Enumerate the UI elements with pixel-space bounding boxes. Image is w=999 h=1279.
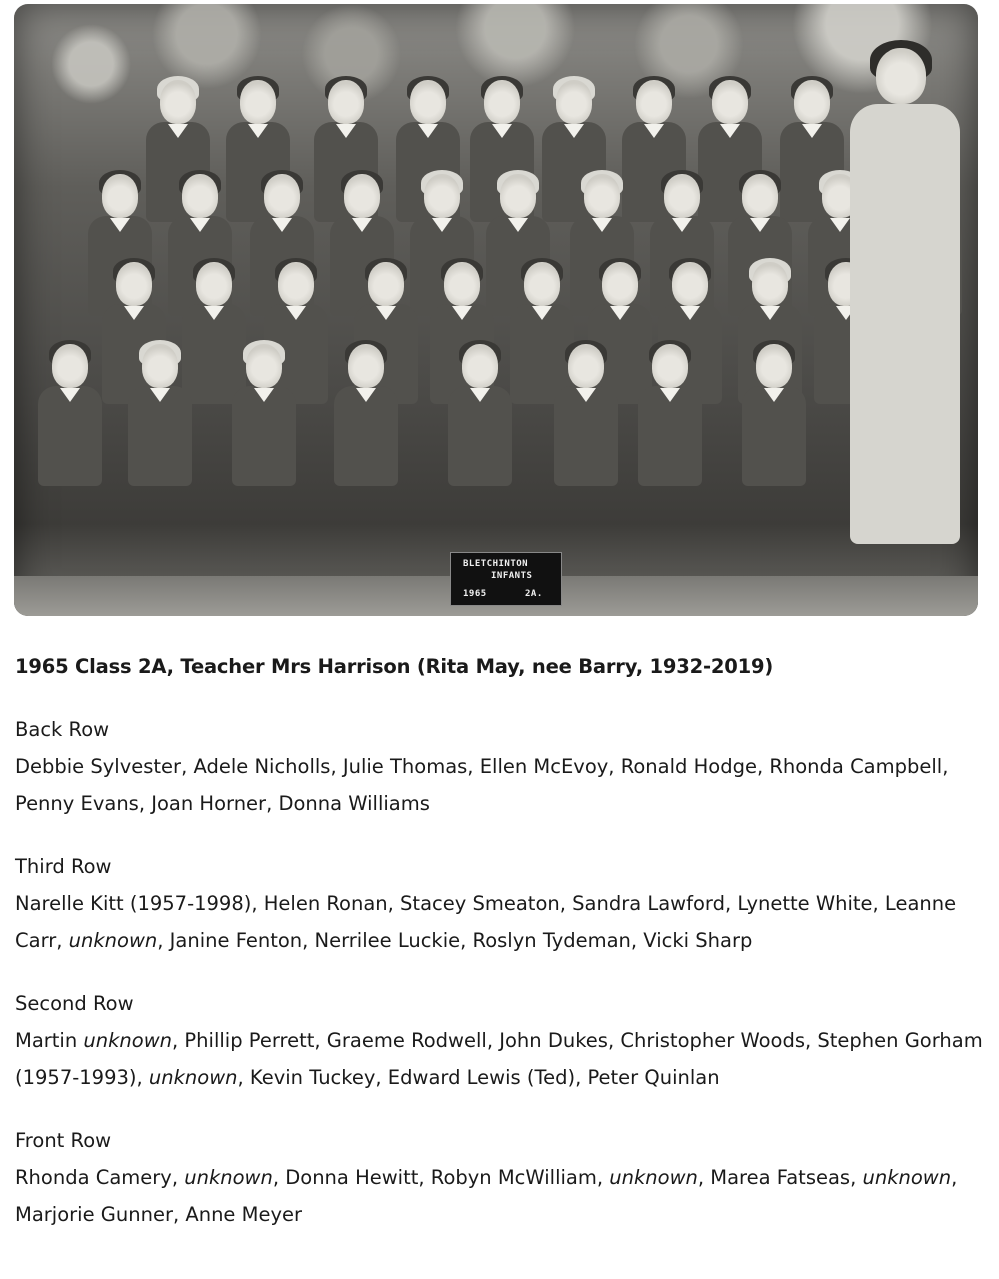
caption-row-block [15,1122,985,1233]
sign-infants: INFANTS [491,571,533,581]
names-text: , Phillip Perrett, Graeme Rodwell, John Dukes, Christopher Woods, Stephen Gorham (1957-1993), [15,1029,983,1089]
names-text: Martin [15,1029,84,1052]
unknown-name: unknown [83,1029,173,1052]
names-text: , Marea Fatseas, [697,1166,863,1189]
names-text: Debbie Sylvester, Adele Nicholls, Julie Thomas, Ellen McEvoy, Ronald Hodge, Rhonda Campbell, Penny Evans, Joan Horner, Donna Williams [15,755,949,815]
unknown-name: unknown [68,929,158,952]
caption-rows [15,711,985,1233]
photo-student [228,344,298,494]
photo-student [550,344,620,494]
photo-student [738,344,808,494]
class-sign-board [450,552,562,606]
names-text: , Kevin Tuckey, Edward Lewis (Ted), Peter Quinlan [237,1066,720,1089]
caption-row-block [15,985,985,1096]
caption-row-block [15,848,985,959]
row-names [15,748,985,822]
unknown-name: unknown [862,1166,952,1189]
photo-student [34,344,104,494]
photo-student [444,344,514,494]
row-names [15,1159,985,1233]
row-names [15,885,985,959]
photo-teacher [850,48,970,548]
names-text: , Donna Hewitt, Robyn McWilliam, [272,1166,610,1189]
caption-title: 1965 Class 2A, Teacher Mrs Harrison (Rita May, nee Barry, 1932-2019) [15,655,774,678]
names-text: Rhonda Camery, [15,1166,185,1189]
row-heading: Front Row [15,1129,112,1152]
row-names [15,1022,985,1096]
sign-school-name: BLETCHINTON [463,559,529,569]
sign-class: 2A. [525,589,543,599]
sign-year: 1965 [463,589,487,599]
names-text: , Marjorie Gunner, Anne Meyer [15,1166,958,1226]
row-heading: Second Row [15,992,134,1015]
photo-student [634,344,704,494]
row-heading: Back Row [15,718,110,741]
photo-student [124,344,194,494]
unknown-name: unknown [184,1166,273,1189]
unknown-name: unknown [148,1066,238,1089]
row-heading: Third Row [15,855,112,878]
class-photo [14,4,978,616]
caption-row-block [15,711,985,822]
photo-caption [15,648,985,1233]
unknown-name: unknown [609,1166,698,1189]
names-text: , Janine Fenton, Nerrilee Luckie, Roslyn Tydeman, Vicki Sharp [157,929,753,952]
photo-student [330,344,400,494]
names-text: Narelle Kitt (1957-1998), Helen Ronan, Stacey Smeaton, Sandra Lawford, Lynette White, Leanne Carr, [15,892,957,952]
